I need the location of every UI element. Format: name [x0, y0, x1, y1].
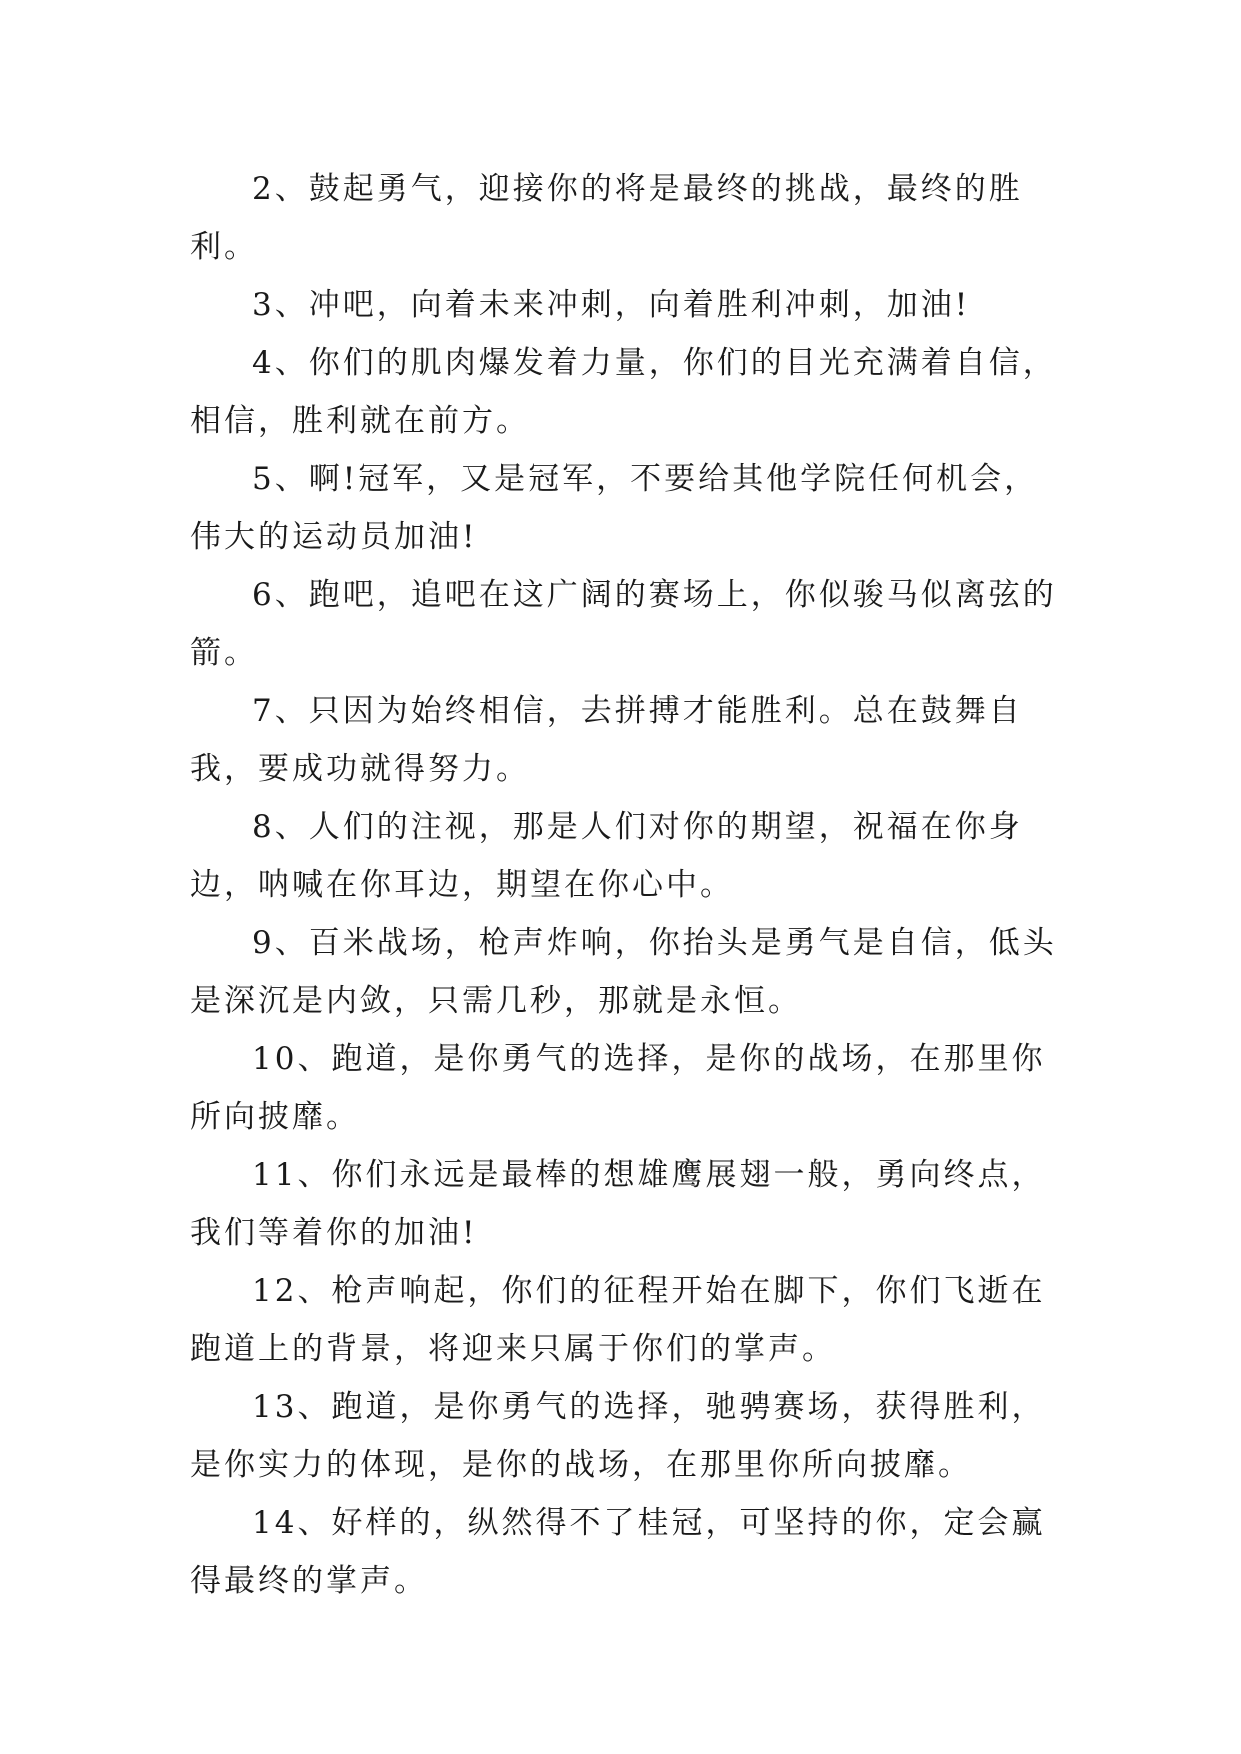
paragraph-13: 13、跑道，是你勇气的选择，驰骋赛场，获得胜利，是你实力的体现，是你的战场，在那里你所向披靡。 [190, 1389, 1046, 1483]
paragraph-5: 5、啊!冠军，又是冠军，不要给其他学院任何机会，伟大的运动员加油! [190, 461, 1039, 555]
paragraph-6: 6、跑吧，追吧在这广阔的赛场上，你似骏马似离弦的箭。 [190, 577, 1057, 671]
document-body [190, 160, 1070, 1610]
paragraph-10: 10、跑道，是你勇气的选择，是你的战场，在那里你所向披靡。 [190, 1041, 1046, 1135]
paragraph-8: 8、人们的注视，那是人们对你的期望，祝福在你身边，呐喊在你耳边，期望在你心中。 [190, 809, 1023, 903]
paragraph-3: 3、冲吧，向着未来冲刺，向着胜利冲刺，加油! [252, 287, 971, 323]
paragraph-4: 4、你们的肌肉爆发着力量，你们的目光充满着自信，相信，胜利就在前方。 [190, 345, 1057, 439]
paragraph-12: 12、枪声响起，你们的征程开始在脚下，你们飞逝在跑道上的背景，将迎来只属于你们的掌声。 [190, 1273, 1046, 1367]
paragraph-7: 7、只因为始终相信，去拼搏才能胜利。总在鼓舞自我，要成功就得努力。 [190, 693, 1023, 787]
paragraph-9: 9、百米战场，枪声炸响，你抬头是勇气是自信，低头是深沉是内敛，只需几秒，那就是永恒。 [190, 925, 1057, 1019]
paragraph-14: 14、好样的，纵然得不了桂冠，可坚持的你，定会赢得最终的掌声。 [190, 1505, 1046, 1599]
paragraph-11: 11、你们永远是最棒的想雄鹰展翅一般，勇向终点，我们等着你的加油! [190, 1157, 1046, 1251]
paragraph-2: 2、鼓起勇气，迎接你的将是最终的挑战，最终的胜利。 [190, 171, 1023, 265]
